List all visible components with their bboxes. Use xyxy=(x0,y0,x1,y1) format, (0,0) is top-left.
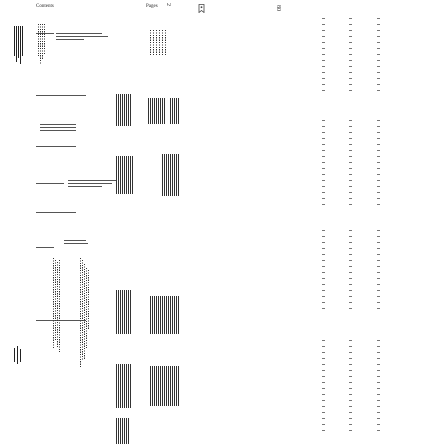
column-bar xyxy=(126,156,127,194)
column-line xyxy=(17,346,18,364)
column-bar xyxy=(156,366,157,406)
column-bar xyxy=(178,296,179,334)
row-mark xyxy=(322,230,325,231)
dotted-line xyxy=(156,30,157,56)
column-bar xyxy=(126,418,127,444)
column-bar xyxy=(168,154,169,196)
column-bar xyxy=(178,366,179,406)
column-bar xyxy=(164,296,165,334)
dotted-line xyxy=(80,258,81,368)
column-bar xyxy=(148,98,149,124)
dotted-line xyxy=(82,260,83,360)
page-number: 2 xyxy=(165,3,171,6)
dotted-line xyxy=(165,30,166,56)
entry-rule xyxy=(40,127,76,128)
row-mark xyxy=(322,120,325,121)
column-bar xyxy=(152,296,153,334)
entry-rule xyxy=(36,212,76,213)
column-bar xyxy=(174,154,175,196)
entry-rule xyxy=(68,186,102,187)
column-bar xyxy=(128,94,129,126)
column-bar xyxy=(126,94,127,126)
column-bar xyxy=(116,156,117,194)
column-bar xyxy=(116,418,117,444)
column-bar xyxy=(166,366,167,406)
dotted-line xyxy=(159,30,160,56)
column-bar xyxy=(156,296,157,334)
column-bar xyxy=(128,290,129,334)
column-line xyxy=(18,26,19,58)
entry-rule xyxy=(68,183,112,184)
column-bar xyxy=(118,156,119,194)
column-bar xyxy=(120,364,121,408)
row-mark xyxy=(349,340,352,341)
column-bar xyxy=(150,366,151,406)
column-bar xyxy=(174,296,175,334)
column-bar xyxy=(172,366,173,406)
entry-rule xyxy=(40,124,76,125)
dotted-line xyxy=(84,264,85,360)
column-bar xyxy=(120,290,121,334)
column-bar xyxy=(128,364,129,408)
entry-rule xyxy=(56,39,84,40)
entry-rule xyxy=(36,247,54,248)
column-bar xyxy=(116,364,117,408)
column-bar xyxy=(160,296,161,334)
row-mark xyxy=(377,230,380,231)
column-bar xyxy=(150,98,151,124)
entry-rule xyxy=(36,183,64,184)
dotted-line xyxy=(88,270,89,330)
column-line xyxy=(20,26,21,64)
entry-rule xyxy=(56,36,108,37)
entry-rule xyxy=(68,180,116,181)
bookmark-icon xyxy=(198,4,205,13)
column-bar xyxy=(122,364,123,408)
column-line xyxy=(20,349,21,362)
column-bar xyxy=(158,296,159,334)
column-bar xyxy=(118,364,119,408)
dotted-line xyxy=(55,260,56,340)
column-bar xyxy=(130,290,131,334)
column-bar xyxy=(166,154,167,196)
column-bar xyxy=(168,296,169,334)
column-bar xyxy=(120,156,121,194)
column-bar xyxy=(120,418,121,444)
row-mark xyxy=(377,120,380,121)
row-mark xyxy=(377,18,380,19)
column-bar xyxy=(164,98,165,124)
column-bar xyxy=(116,290,117,334)
column-bar xyxy=(120,94,121,126)
column-bar xyxy=(178,98,179,124)
column-bar xyxy=(130,94,131,126)
column-line xyxy=(22,26,23,56)
column-bar xyxy=(160,366,161,406)
column-bar xyxy=(124,94,125,126)
column-line xyxy=(14,26,15,56)
row-mark xyxy=(322,340,325,341)
column-bar xyxy=(118,290,119,334)
dotted-line xyxy=(86,268,87,348)
dotted-line xyxy=(162,30,163,56)
entry-rule xyxy=(36,320,86,321)
pages-heading: Pages xyxy=(146,4,158,9)
dotted-line xyxy=(153,30,154,56)
column-bar xyxy=(164,366,165,406)
column-bar xyxy=(122,290,123,334)
dotted-line xyxy=(44,24,45,54)
entry-rule xyxy=(36,33,54,34)
column-bar xyxy=(152,366,153,406)
entry-rule xyxy=(56,33,102,34)
entry-rule xyxy=(64,240,86,241)
column-bar xyxy=(156,98,157,124)
column-bar xyxy=(166,296,167,334)
column-bar xyxy=(158,366,159,406)
column-bar xyxy=(126,364,127,408)
column-bar xyxy=(168,366,169,406)
dotted-line xyxy=(42,24,43,60)
column-bar xyxy=(174,366,175,406)
column-bar xyxy=(170,296,171,334)
right-page-number: 80 xyxy=(275,5,281,11)
entry-rule xyxy=(36,146,76,147)
dotted-line xyxy=(57,262,58,348)
column-bar xyxy=(170,98,171,124)
dotted-line xyxy=(40,24,41,64)
column-bar xyxy=(176,296,177,334)
row-mark xyxy=(349,120,352,121)
column-bar xyxy=(124,364,125,408)
column-bar xyxy=(162,98,163,124)
dotted-line xyxy=(38,24,39,56)
column-bar xyxy=(174,98,175,124)
column-bar xyxy=(154,98,155,124)
column-bar xyxy=(126,290,127,334)
row-mark xyxy=(349,18,352,19)
column-bar xyxy=(124,418,125,444)
column-bar xyxy=(164,154,165,196)
column-bar xyxy=(172,154,173,196)
column-bar xyxy=(124,156,125,194)
column-bar xyxy=(170,154,171,196)
column-bar xyxy=(122,418,123,444)
row-mark xyxy=(349,230,352,231)
column-bar xyxy=(118,418,119,444)
column-bar xyxy=(150,296,151,334)
entry-rule xyxy=(40,130,76,131)
column-bar xyxy=(122,94,123,126)
column-bar xyxy=(130,364,131,408)
column-bar xyxy=(158,98,159,124)
column-bar xyxy=(176,98,177,124)
column-bar xyxy=(162,154,163,196)
column-line xyxy=(14,348,15,362)
column-bar xyxy=(176,154,177,196)
column-bar xyxy=(116,94,117,126)
column-bar xyxy=(124,290,125,334)
column-bar xyxy=(122,156,123,194)
column-bar xyxy=(172,296,173,334)
dotted-line xyxy=(59,260,60,352)
row-mark xyxy=(377,340,380,341)
column-bar xyxy=(128,418,129,444)
row-mark xyxy=(322,18,325,19)
column-bar xyxy=(128,156,129,194)
column-bar xyxy=(154,296,155,334)
column-bar xyxy=(178,154,179,196)
entry-rule xyxy=(64,243,88,244)
column-line xyxy=(16,26,17,62)
column-bar xyxy=(162,296,163,334)
dotted-line xyxy=(150,30,151,56)
dotted-line xyxy=(53,258,54,348)
column-bar xyxy=(160,98,161,124)
column-bar xyxy=(162,366,163,406)
column-bar xyxy=(118,94,119,126)
column-bar xyxy=(176,366,177,406)
column-bar xyxy=(130,156,131,194)
column-bar xyxy=(152,98,153,124)
column-bar xyxy=(172,98,173,124)
column-bar xyxy=(132,156,133,194)
column-bar xyxy=(154,366,155,406)
column-bar xyxy=(170,366,171,406)
entry-rule xyxy=(36,95,86,96)
contents-heading: Contents xyxy=(36,4,54,9)
